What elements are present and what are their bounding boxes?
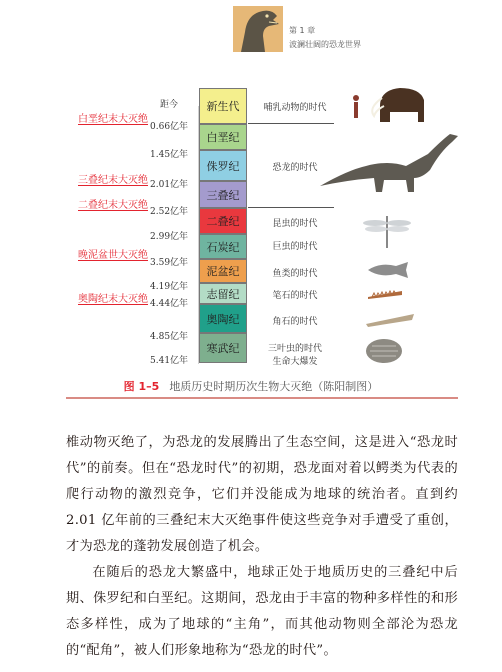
era-description: 恐龙的时代 — [272, 163, 318, 173]
era-description: 昆虫的时代 — [272, 219, 318, 229]
fish-icon — [366, 260, 410, 280]
tick-label: 4.85亿年 — [150, 332, 189, 342]
tick-label: 2.52亿年 — [150, 207, 189, 217]
period-triassic: 三叠纪 — [199, 181, 247, 208]
chapter-number: 第 1 章 — [289, 26, 316, 35]
era-description: 生命大爆发 — [272, 357, 318, 367]
caption-divider — [66, 397, 458, 399]
graptolite-icon — [366, 287, 404, 299]
era-description: 巨虫的时代 — [272, 242, 318, 252]
tick-label: 2.99亿年 — [150, 232, 189, 242]
tick-label: 2.01亿年 — [150, 180, 189, 190]
mammoth-and-human-icon — [350, 82, 432, 128]
divider-line — [248, 207, 334, 208]
period-cambrian: 寒武纪 — [199, 333, 247, 363]
trilobite-icon — [362, 336, 406, 366]
period-cretaceous: 白垩纪 — [199, 124, 247, 150]
tick-label: 4.44亿年 — [150, 299, 189, 309]
dragonfly-icon — [362, 214, 412, 250]
body-paragraph-1: 椎动物灭绝了，为恐龙的发展腾出了生态空间，这是进入“恐龙时代”的前奏。但在“恐龙时代”的初期，恐龙面对着以鳄类为代表的爬行动物的激烈竞争，它们并没能成为地球的统治者。直到约 2.01 亿年前的三叠纪末大灭绝事件使这些竞争对手遭受了重创，才为恐龙的蓬勃发展创造了机会。 — [66, 435, 458, 554]
era-description: 三叶虫的时代 — [267, 344, 322, 354]
era-description: 鱼类的时代 — [272, 269, 318, 279]
period-ordovician: 奥陶纪 — [199, 304, 247, 333]
chapter-subtitle: 波澜壮阔的恐龙世界 — [289, 40, 361, 49]
extinction-label: 晚泥盆世大灭绝 — [78, 250, 148, 261]
period-silurian: 志留纪 — [199, 283, 247, 304]
period-devonian: 泥盆纪 — [199, 259, 247, 283]
period-permian: 二叠纪 — [199, 208, 247, 234]
figure-caption — [0, 378, 502, 394]
figure-caption-text: 地质历史时期历次生物大灭绝（陈阳制图） — [169, 380, 379, 393]
tick-label: 0.66亿年 — [150, 122, 189, 132]
figure-number: 图 1–5 — [123, 380, 160, 393]
era-description: 哺乳动物的时代 — [263, 103, 327, 113]
divider-line — [248, 123, 334, 124]
era-description: 角石的时代 — [272, 317, 318, 327]
era-description: 笔石的时代 — [272, 291, 318, 301]
period-cenozoic: 新生代 — [199, 88, 247, 124]
period-carboniferous: 石炭纪 — [199, 234, 247, 259]
extinction-label: 奥陶纪末大灭绝 — [78, 294, 148, 305]
tick-label: 4.19亿年 — [150, 282, 189, 292]
extinction-label: 二叠纪末大灭绝 — [78, 200, 148, 211]
period-jurassic: 侏罗纪 — [199, 150, 247, 181]
body-paragraph-2: 在随后的恐龙大繁盛中，地球正处于地质历史的三叠纪中后期、侏罗纪和白垩纪。这期间，恐龙由于丰富的物种多样性的和形态多样性，成为了地球的“主角”，而其他动物则全部沦为恐龙的“配角”，被人们形象地称为“恐龙的时代”。 — [66, 565, 458, 658]
tick-label: 3.59亿年 — [150, 258, 189, 268]
extinction-label: 三叠纪末大灭绝 — [78, 175, 148, 186]
tick-label: 1.45亿年 — [150, 150, 189, 160]
nautiloid-icon — [364, 312, 416, 328]
dinosaur-head-icon — [233, 2, 283, 52]
extinction-label: 白垩纪末大灭绝 — [78, 114, 148, 125]
sauropod-icon — [318, 130, 464, 196]
tick-label: 5.41亿年 — [150, 356, 189, 366]
axis-head: 距今 — [160, 100, 179, 110]
